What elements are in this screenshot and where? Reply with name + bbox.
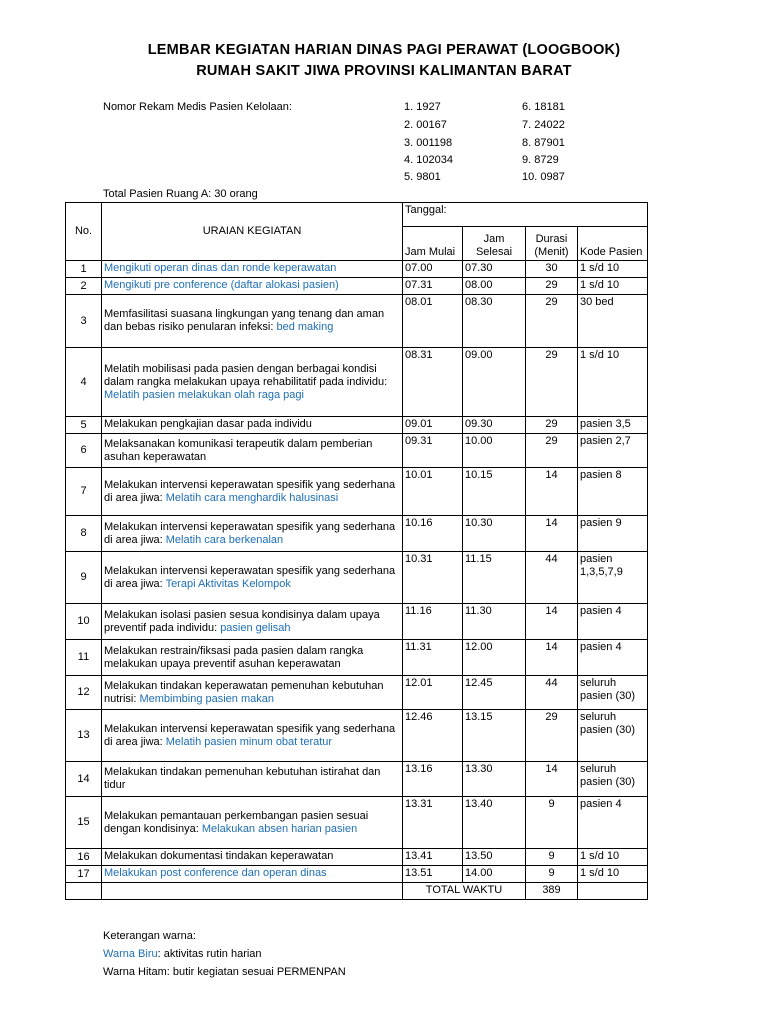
- medical-record-number: 3. 001198: [404, 137, 453, 149]
- activity-text: Melakukan restrain/fiksasi pada pasien dalam rangka melakukan upaya preventif asuhan keperawatan: [104, 644, 364, 670]
- total-label: TOTAL WAKTU: [403, 883, 526, 900]
- activity-text: Memfasilitasi suasana lingkungan yang tenang dan aman dan bebas risiko penularan infeksi:: [104, 308, 385, 333]
- end-time: 11.30: [463, 604, 526, 640]
- start-time: 08.01: [403, 295, 463, 348]
- duration: 9: [526, 849, 578, 866]
- row-number: 10: [66, 604, 102, 640]
- duration: 30: [526, 261, 578, 278]
- table-row: [66, 552, 648, 604]
- row-number: 14: [66, 762, 102, 797]
- activity-text-blue: Melatih pasien minum obat teratur: [165, 735, 333, 748]
- row-number: 9: [66, 552, 102, 604]
- activity-text: Melatih mobilisasi pada pasien dengan berbagai kondisi dalam rangka melakukan upaya rehabilitatif pada individu:: [104, 362, 388, 388]
- header-start-time: Jam Mulai: [403, 227, 463, 261]
- patient-code: 1 s/d 10: [578, 278, 648, 295]
- legend-title: Keterangan warna:: [103, 930, 196, 942]
- end-time: 12.45: [463, 676, 526, 710]
- patient-code: seluruh pasien (30): [578, 710, 648, 762]
- activity-description: [102, 604, 403, 640]
- table-row: [66, 516, 648, 552]
- end-time: 10.00: [463, 434, 526, 468]
- row-number: 8: [66, 516, 102, 552]
- table-row: [66, 676, 648, 710]
- patient-code: pasien 4: [578, 797, 648, 849]
- start-time: 11.16: [403, 604, 463, 640]
- start-time: 11.31: [403, 640, 463, 676]
- total-value: 389: [526, 883, 578, 900]
- table-row: [66, 866, 648, 883]
- start-time: 13.31: [403, 797, 463, 849]
- start-time: 08.31: [403, 348, 463, 417]
- header-end-time: Jam Selesai: [463, 227, 526, 261]
- row-number: 11: [66, 640, 102, 676]
- table-row: [66, 434, 648, 468]
- patient-code: seluruh pasien (30): [578, 762, 648, 797]
- total-row: [66, 883, 648, 900]
- row-number: 3: [66, 295, 102, 348]
- row-number: 1: [66, 261, 102, 278]
- end-time: 13.30: [463, 762, 526, 797]
- duration: 29: [526, 348, 578, 417]
- start-time: 13.41: [403, 849, 463, 866]
- legend-blue-text: : aktivitas rutin harian: [157, 948, 262, 960]
- patient-code: pasien 9: [578, 516, 648, 552]
- row-number: 15: [66, 797, 102, 849]
- activity-description: [102, 797, 403, 849]
- activity-description: [102, 468, 403, 516]
- activity-text-blue: Terapi Aktivitas Kelompok: [165, 577, 291, 590]
- end-time: 10.30: [463, 516, 526, 552]
- end-time: 12.00: [463, 640, 526, 676]
- duration: 14: [526, 762, 578, 797]
- duration: 14: [526, 468, 578, 516]
- activity-text-blue: Membimbing pasien makan: [139, 692, 274, 705]
- activity-description: [102, 710, 403, 762]
- activity-text-blue: bed making: [276, 321, 334, 333]
- activity-text: Melakukan tindakan pemenuhan kebutuhan istirahat dan tidur: [104, 766, 381, 791]
- duration: 9: [526, 797, 578, 849]
- duration: 44: [526, 676, 578, 710]
- row-number: 16: [66, 849, 102, 866]
- total-empty: [102, 883, 403, 900]
- header-no: No.: [66, 203, 102, 261]
- activity-description: [102, 640, 403, 676]
- patient-code: pasien 1,3,5,7,9: [578, 552, 648, 604]
- activity-text-blue: Melatih cara berkenalan: [165, 533, 284, 546]
- activity-description: [102, 516, 403, 552]
- duration: 29: [526, 417, 578, 434]
- patient-code: pasien 4: [578, 640, 648, 676]
- duration: 9: [526, 866, 578, 883]
- duration: 29: [526, 710, 578, 762]
- activity-text-blue: Mengikuti pre conference (daftar alokasi pasien): [104, 279, 339, 291]
- duration: 44: [526, 552, 578, 604]
- activity-description: [102, 676, 403, 710]
- document-title: LEMBAR KEGIATAN HARIAN DINAS PAGI PERAWAT (LOOGBOOK): [147, 42, 621, 58]
- start-time: 10.16: [403, 516, 463, 552]
- logbook-table: [65, 202, 648, 900]
- activity-text-blue: Melakukan absen harian pasien: [201, 822, 358, 835]
- activity-description: [102, 261, 403, 278]
- row-number: 6: [66, 434, 102, 468]
- table-row: [66, 640, 648, 676]
- end-time: 09.30: [463, 417, 526, 434]
- activity-text: Melakukan intervensi keperawatan spesifik yang sederhana di area jiwa:: [104, 564, 396, 590]
- patient-code: seluruh pasien (30): [578, 676, 648, 710]
- activity-text: Melakukan intervensi keperawatan spesifik yang sederhana di area jiwa:: [104, 478, 396, 504]
- end-time: 09.00: [463, 348, 526, 417]
- end-time: 13.15: [463, 710, 526, 762]
- table-row: [66, 849, 648, 866]
- table-row: [66, 762, 648, 797]
- start-time: 12.01: [403, 676, 463, 710]
- medical-record-number: 4. 102034: [404, 154, 453, 166]
- legend-black: Warna Hitam: butir kegiatan sesuai PERMENPAN: [103, 966, 346, 978]
- activity-text-blue: Melatih cara menghardik halusinasi: [165, 491, 339, 504]
- start-time: 13.16: [403, 762, 463, 797]
- activity-text: Melaksanakan komunikasi terapeutik dalam pemberian asuhan keperawatan: [104, 437, 373, 463]
- duration: 14: [526, 516, 578, 552]
- duration: 29: [526, 295, 578, 348]
- start-time: 13.51: [403, 866, 463, 883]
- activity-text: Melakukan dokumentasi tindakan keperawatan: [104, 850, 334, 862]
- patient-code: 1 s/d 10: [578, 348, 648, 417]
- start-time: 10.01: [403, 468, 463, 516]
- activity-description: [102, 866, 403, 883]
- duration: 29: [526, 278, 578, 295]
- total-empty: [578, 883, 648, 900]
- header-duration: Durasi (Menit): [526, 227, 578, 261]
- row-number: 13: [66, 710, 102, 762]
- activity-description: [102, 278, 403, 295]
- patient-code: pasien 3,5: [578, 417, 648, 434]
- row-number: 12: [66, 676, 102, 710]
- table-row: [66, 348, 648, 417]
- header-patient-code: Kode Pasien: [578, 227, 648, 261]
- activity-text-blue: Melakukan post conference dan operan dinas: [104, 867, 327, 879]
- row-number: 5: [66, 417, 102, 434]
- end-time: 08.00: [463, 278, 526, 295]
- row-number: 2: [66, 278, 102, 295]
- activity-description: [102, 762, 403, 797]
- activity-description: [102, 434, 403, 468]
- table-row: [66, 797, 648, 849]
- start-time: 07.00: [403, 261, 463, 278]
- legend-blue: [103, 948, 262, 960]
- end-time: 08.30: [463, 295, 526, 348]
- start-time: 10.31: [403, 552, 463, 604]
- activity-description: [102, 295, 403, 348]
- activity-description: [102, 552, 403, 604]
- patient-code: pasien 2,7: [578, 434, 648, 468]
- activity-text: Melakukan tindakan keperawatan pemenuhan kebutuhan nutrisi:: [104, 679, 384, 705]
- medical-record-label: Nomor Rekam Medis Pasien Kelolaan:: [103, 101, 292, 113]
- activity-text: Melakukan pemantauan perkembangan pasien sesuai dengan kondisinya:: [104, 809, 369, 835]
- activity-text: Melakukan isolasi pasien sesua kondisinya dalam upaya preventif pada individu:: [104, 608, 380, 634]
- end-time: 07.30: [463, 261, 526, 278]
- end-time: 13.40: [463, 797, 526, 849]
- medical-record-number: 7. 24022: [522, 119, 565, 131]
- end-time: 10.15: [463, 468, 526, 516]
- end-time: 14.00: [463, 866, 526, 883]
- start-time: 09.01: [403, 417, 463, 434]
- table-row: [66, 468, 648, 516]
- activity-text: Melakukan intervensi keperawatan spesifik yang sederhana di area jiwa:: [104, 722, 396, 748]
- duration: 14: [526, 604, 578, 640]
- medical-record-number: 9. 8729: [522, 154, 559, 166]
- hospital-name: RUMAH SAKIT JIWA PROVINSI KALIMANTAN BARAT: [196, 63, 572, 79]
- table-header-row: [66, 203, 648, 227]
- medical-record-number: 2. 00167: [404, 119, 447, 131]
- end-time: 11.15: [463, 552, 526, 604]
- row-number: 17: [66, 866, 102, 883]
- table-row: [66, 710, 648, 762]
- start-time: 12.46: [403, 710, 463, 762]
- patient-code: 1 s/d 10: [578, 866, 648, 883]
- activity-text-blue: pasien gelisah: [220, 621, 291, 634]
- total-patients: Total Pasien Ruang A: 30 orang: [103, 188, 258, 200]
- start-time: 09.31: [403, 434, 463, 468]
- end-time: 13.50: [463, 849, 526, 866]
- table-row: [66, 278, 648, 295]
- table-row: [66, 604, 648, 640]
- patient-code: 1 s/d 10: [578, 849, 648, 866]
- activity-text-blue: Mengikuti operan dinas dan ronde keperawatan: [104, 262, 337, 274]
- legend-blue-key: Warna Biru: [103, 948, 158, 960]
- header-date: Tanggal:: [403, 203, 648, 227]
- table-row: [66, 261, 648, 278]
- medical-record-number: 5. 9801: [404, 171, 441, 183]
- activity-description: [102, 417, 403, 434]
- row-number: 4: [66, 348, 102, 417]
- patient-code: pasien 8: [578, 468, 648, 516]
- patient-code: 1 s/d 10: [578, 261, 648, 278]
- table-row: [66, 295, 648, 348]
- patient-code: 30 bed: [578, 295, 648, 348]
- medical-record-number: 10. 0987: [522, 171, 565, 183]
- activity-description: [102, 348, 403, 417]
- medical-record-number: 6. 18181: [522, 101, 565, 113]
- activity-text: Melakukan intervensi keperawatan spesifik yang sederhana di area jiwa:: [104, 520, 396, 546]
- activity-description: [102, 849, 403, 866]
- patient-code: pasien 4: [578, 604, 648, 640]
- row-number: 7: [66, 468, 102, 516]
- duration: 14: [526, 640, 578, 676]
- header-activity: URAIAN KEGIATAN: [102, 203, 403, 261]
- duration: 29: [526, 434, 578, 468]
- medical-record-number: 8. 87901: [522, 137, 565, 149]
- start-time: 07.31: [403, 278, 463, 295]
- total-empty: [66, 883, 102, 900]
- activity-text: Melakukan pengkajian dasar pada individu: [104, 418, 312, 430]
- medical-record-number: 1. 1927: [404, 101, 441, 113]
- table-row: [66, 417, 648, 434]
- activity-text-blue: Melatih pasien melakukan olah raga pagi: [104, 388, 304, 401]
